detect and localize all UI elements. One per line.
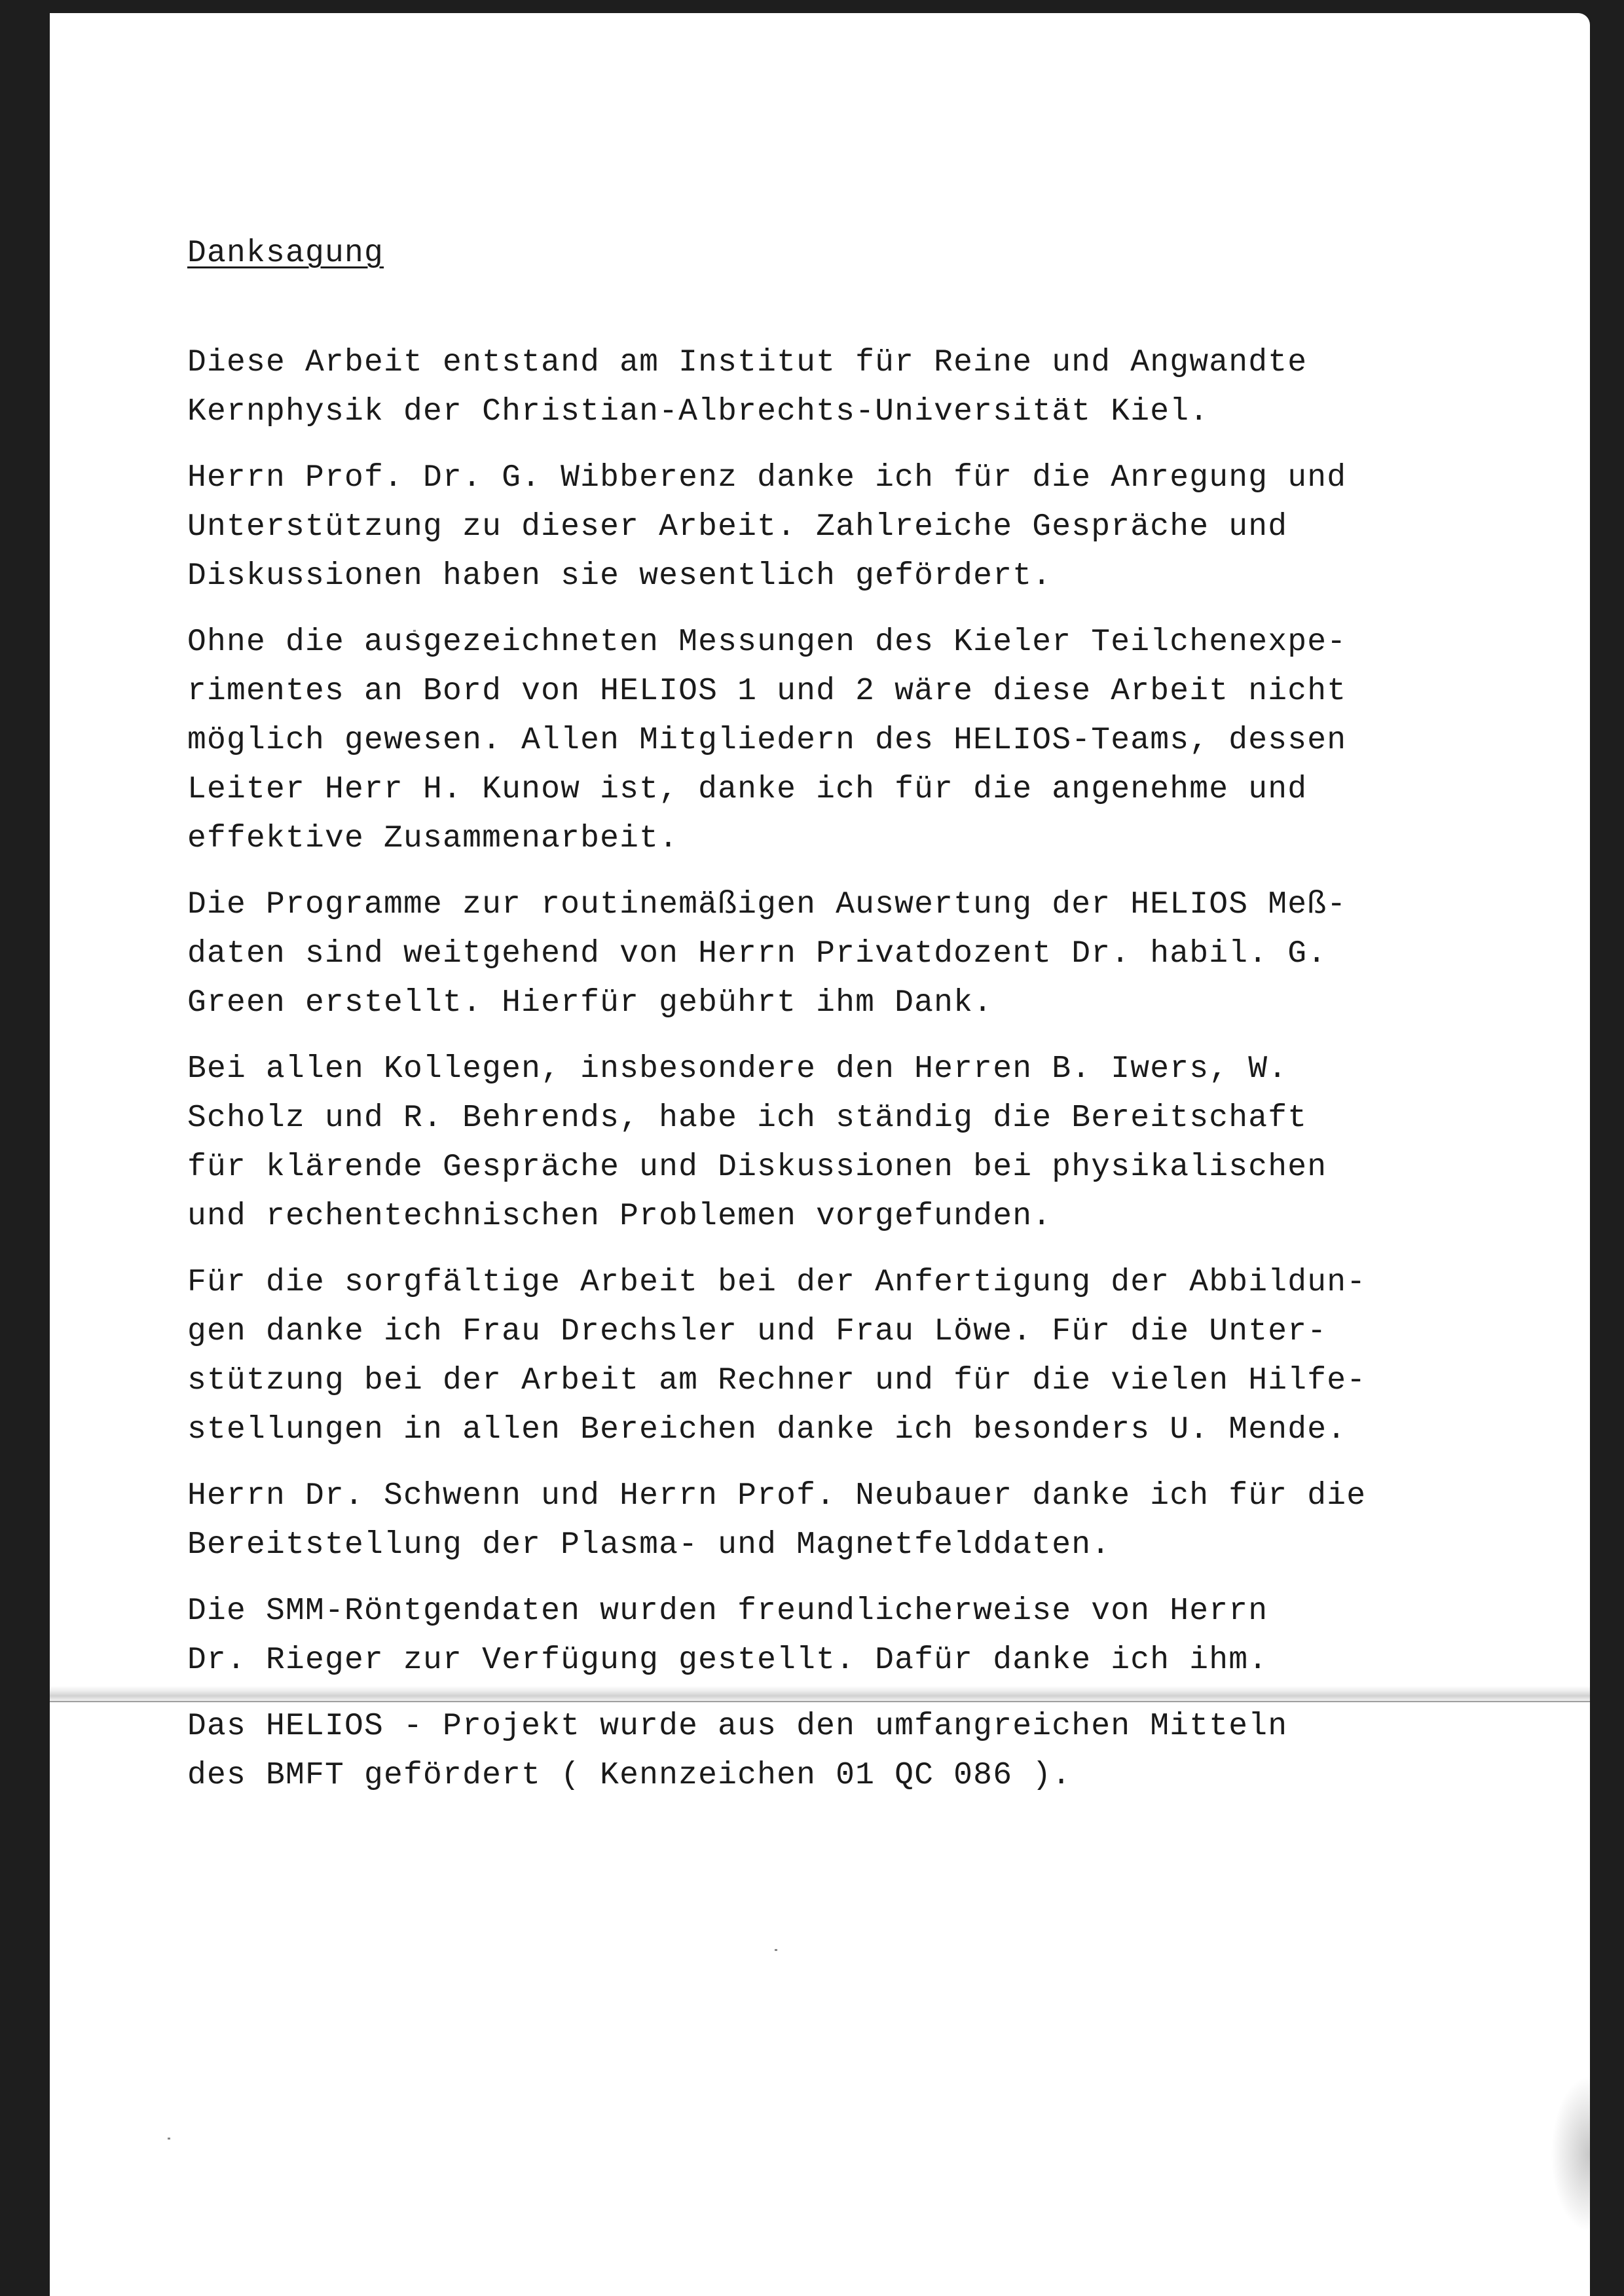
text-line: Kernphysik der Christian-Albrechts-Universität Kiel.	[187, 394, 1209, 429]
dust-speck	[775, 1949, 777, 1951]
text-line: Ohne die ausgezeichneten Messungen des Kieler Teilchenexpe-	[187, 625, 1347, 660]
paragraph-list	[187, 338, 1431, 1800]
text-line: Bei allen Kollegen, insbesondere den Herren B. Iwers, W.	[187, 1051, 1288, 1087]
document-body	[187, 229, 1431, 1817]
paragraph	[187, 1045, 1431, 1241]
paragraph	[187, 454, 1431, 601]
edge-smudge	[1551, 2075, 1590, 2232]
paragraph	[187, 881, 1431, 1028]
paragraph	[187, 1258, 1431, 1455]
text-line: Scholz und R. Behrends, habe ich ständig die Bereitschaft	[187, 1101, 1308, 1136]
text-line: Bereitstellung der Plasma- und Magnetfelddaten.	[187, 1527, 1111, 1563]
text-line: möglich gewesen. Allen Mitgliedern des HELIOS-Teams, dessen	[187, 723, 1347, 758]
text-line: Green erstellt. Hierfür gebührt ihm Dank.	[187, 985, 993, 1021]
text-line: und rechentechnischen Problemen vorgefunden.	[187, 1199, 1052, 1234]
text-line: Diese Arbeit entstand am Institut für Reine und Angwandte	[187, 345, 1308, 380]
text-line: Herrn Dr. Schwenn und Herrn Prof. Neubauer danke ich für die	[187, 1478, 1367, 1514]
page-title: Danksagung	[187, 236, 384, 271]
text-line: Leiter Herr H. Kunow ist, danke ich für die angenehme und	[187, 772, 1308, 807]
text-line: daten sind weitgehend von Herrn Privatdozent Dr. habil. G.	[187, 936, 1327, 972]
dust-speck	[168, 2138, 170, 2140]
paragraph	[187, 1702, 1431, 1800]
text-line: stützung bei der Arbeit am Rechner und für die vielen Hilfe-	[187, 1363, 1367, 1398]
text-line: für klärende Gespräche und Diskussionen bei physikalischen	[187, 1150, 1327, 1185]
text-line: Diskussionen haben sie wesentlich gefördert.	[187, 558, 1052, 594]
text-line: Die Programme zur routinemäßigen Auswertung der HELIOS Meß-	[187, 887, 1347, 922]
paper-sheet	[50, 13, 1590, 2296]
paragraph	[187, 618, 1431, 864]
text-line: Dr. Rieger zur Verfügung gestellt. Dafür danke ich ihm.	[187, 1643, 1268, 1678]
text-line: Das HELIOS - Projekt wurde aus den umfangreichen Mitteln	[187, 1709, 1288, 1744]
text-line: Unterstützung zu dieser Arbeit. Zahlreiche Gespräche und	[187, 509, 1288, 545]
text-line: Für die sorgfältige Arbeit bei der Anfertigung der Abbildun-	[187, 1265, 1367, 1300]
text-line: Die SMM-Röntgendaten wurden freundlicherweise von Herrn	[187, 1594, 1268, 1629]
text-line: effektive Zusammenarbeit.	[187, 821, 679, 856]
paragraph	[187, 1472, 1431, 1570]
paragraph	[187, 1587, 1431, 1685]
paragraph	[187, 338, 1431, 437]
text-line: rimentes an Bord von HELIOS 1 und 2 wäre diese Arbeit nicht	[187, 674, 1347, 709]
text-line: stellungen in allen Bereichen danke ich besonders U. Mende.	[187, 1412, 1347, 1448]
text-line: gen danke ich Frau Drechsler und Frau Löwe. Für die Unter-	[187, 1314, 1327, 1349]
text-line: des BMFT gefördert ( Kennzeichen 01 QC 086 ).	[187, 1758, 1072, 1793]
text-line: Herrn Prof. Dr. G. Wibberenz danke ich für die Anregung und	[187, 460, 1347, 496]
